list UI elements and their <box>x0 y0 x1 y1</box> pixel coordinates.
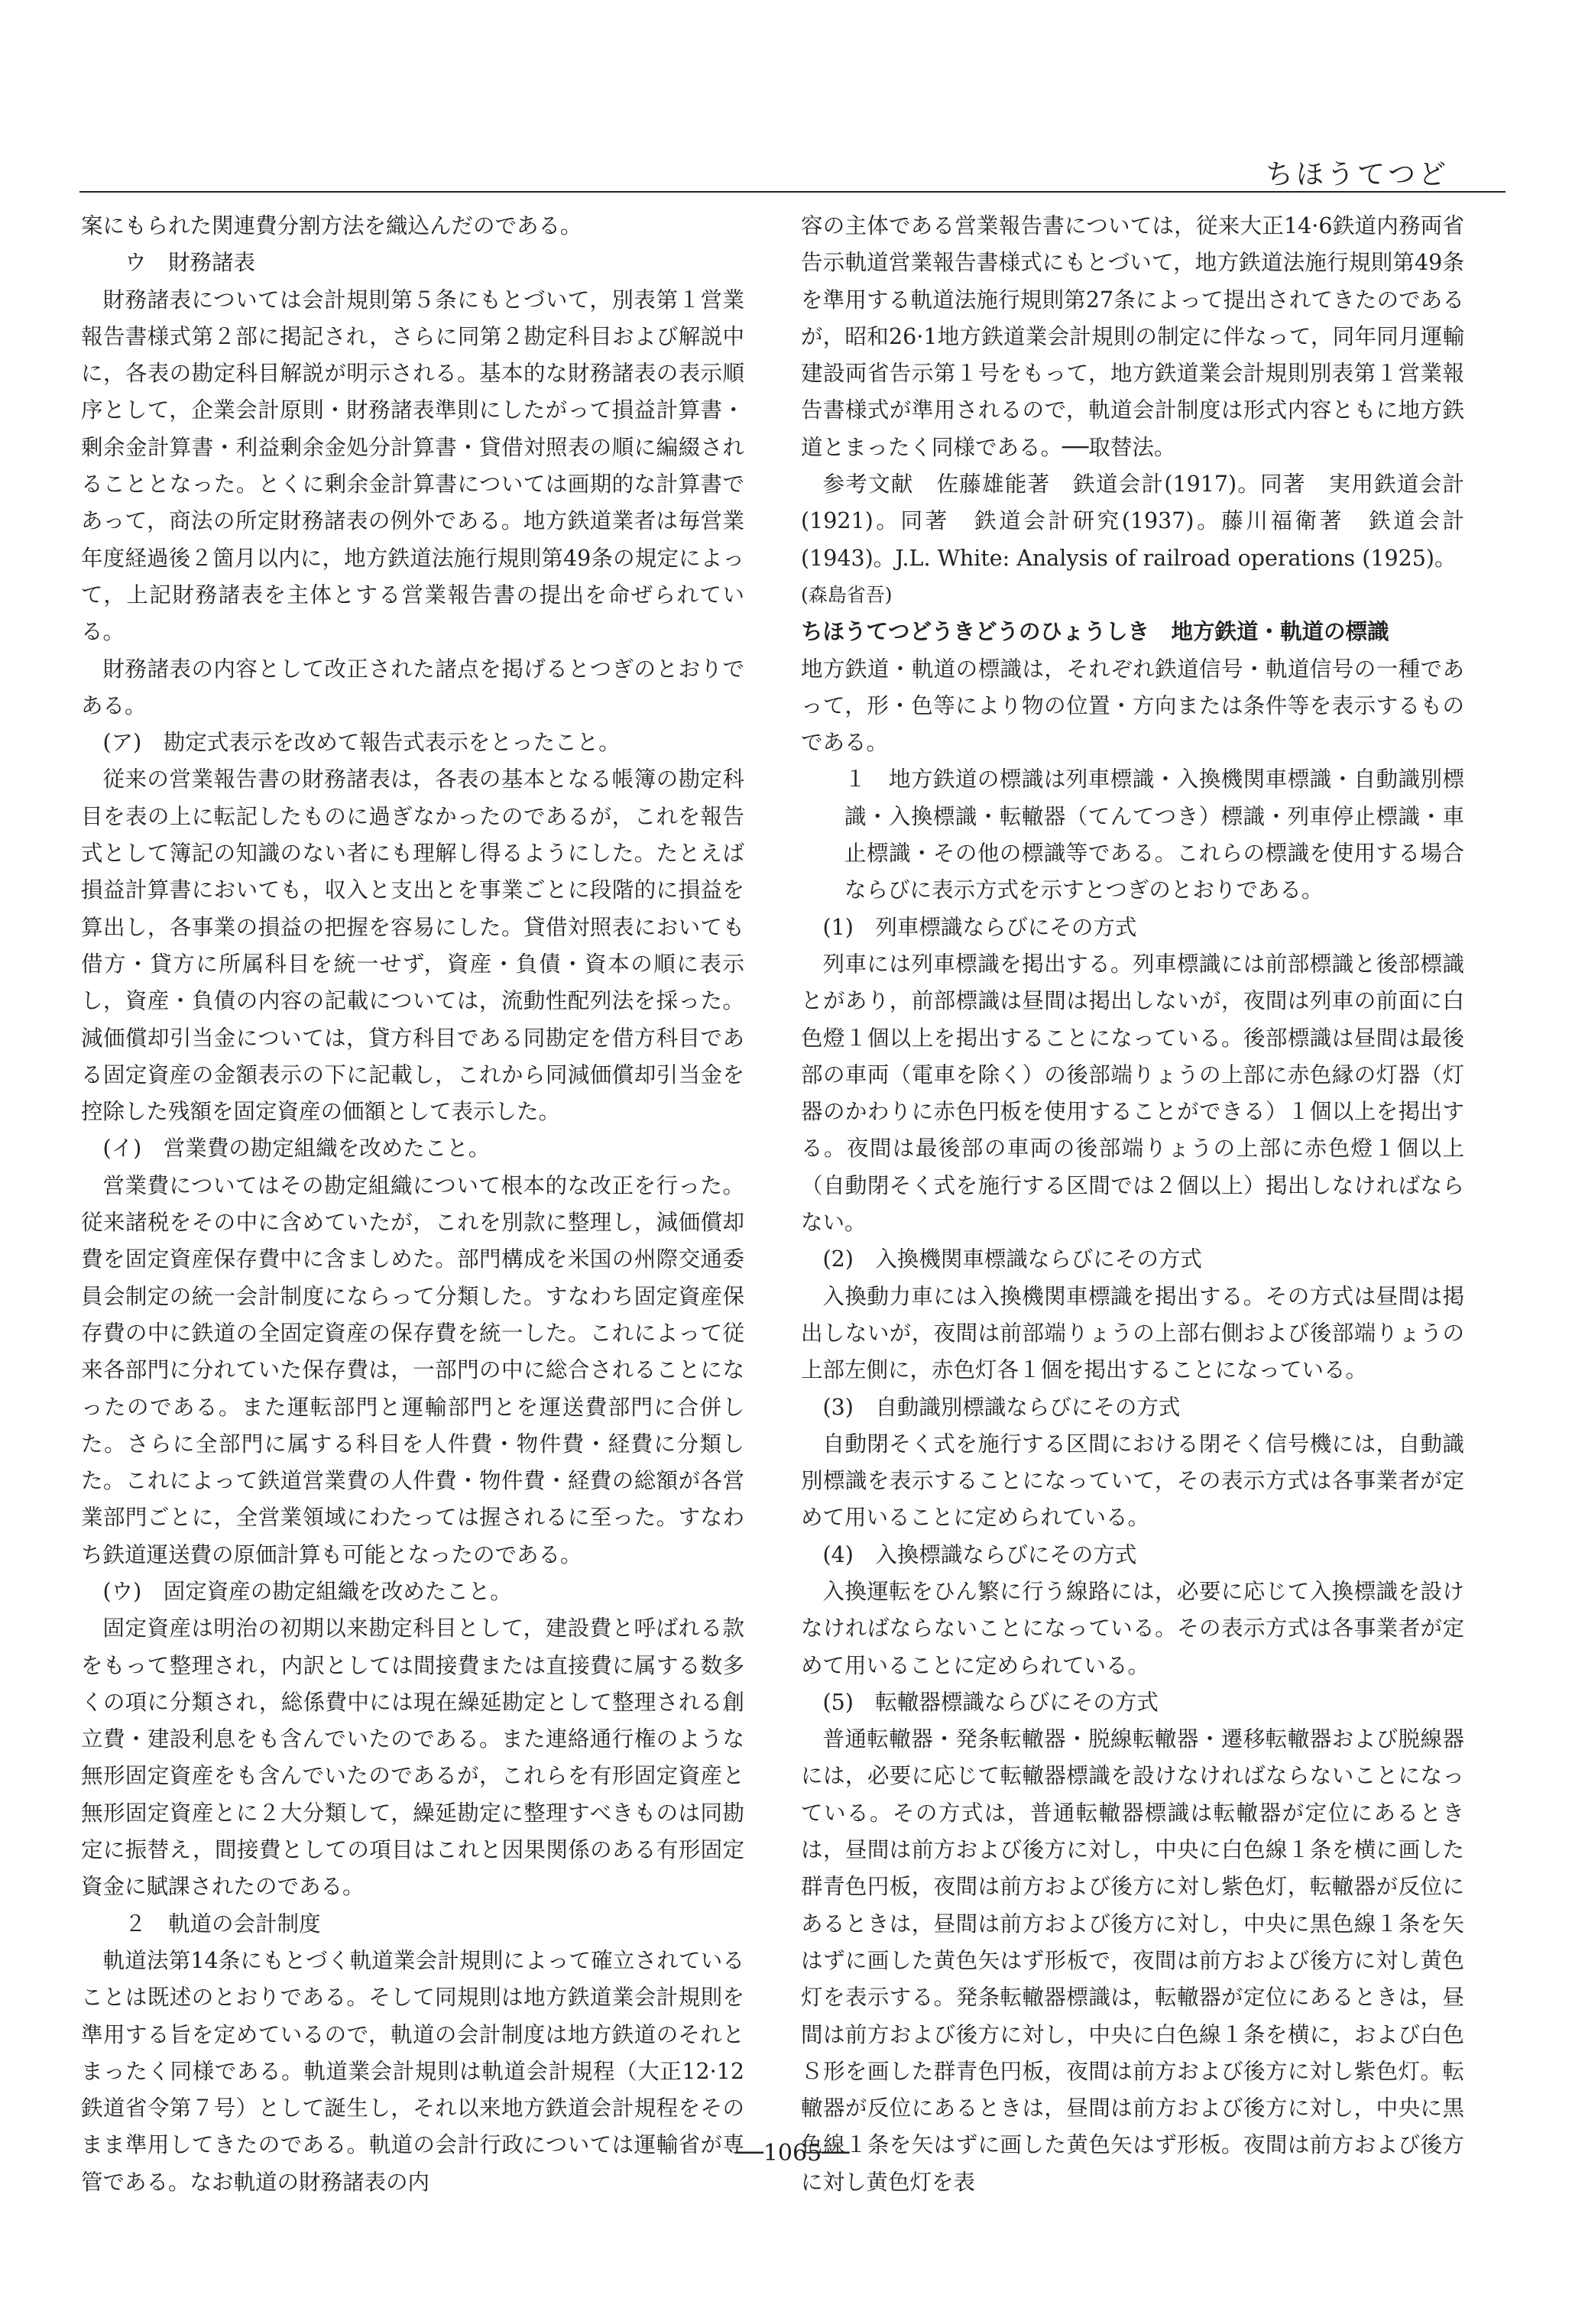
paragraph: 従来の営業報告書の財務諸表は，各表の基本となる帳簿の勘定科目を表の上に転記したものに過ぎなかったのであるが，これを報告式として簿記の知識のない者にも理解し得るようにした。たとえば損益計算書においても，収入と支出とを事業ごとに段階的に損益を算出し，各事業の損益の把握を容易にした。貸借対照表においても借方・貸方に所属科目を統一せず，資産・負債・資本の順に表示し，資産・負債の内容の記載については，流動性配列法を採った。減価償却引当金については，貸方科目である同勘定を借方科目である固定資産の金額表示の下に記載し，これから同減価償却引当金を控除した残額を固定資産の価額として表示した。 <box>81 767 744 1125</box>
paragraph: (ウ) 固定資産の勘定組織を改めたこと。 <box>102 1578 512 1604</box>
paragraph: (5) 転轍器標識ならびにその方式 <box>822 1689 1159 1715</box>
paragraph: (3) 自動識別標識ならびにその方式 <box>822 1394 1181 1420</box>
paragraph: (ア) 勘定式表示を改めて報告式表示をとったこと。 <box>102 730 621 756</box>
paragraph: (1) 列車標識ならびにその方式 <box>822 914 1137 940</box>
page-number: ──1065── <box>735 2140 850 2167</box>
entry-heading: ちほうてつどうきどうのひょうしき 地方鉄道・軌道の標識 <box>801 619 1389 645</box>
paragraph: 案にもられた関連費分割方法を織込んだのである。 <box>81 213 582 238</box>
paragraph: (イ) 営業費の勘定組織を改めたこと。 <box>102 1136 491 1162</box>
paragraph: 入換動力車には入換機関車標識を掲出する。その方式は昼間は掲出しないが，夜間は前部端りょうの上部右側および後部端りょうの上部左側に，赤色灯各１個を掲出することになっている。 <box>801 1283 1464 1383</box>
paragraph: (森島省吾) <box>801 583 893 606</box>
paragraph: 参考文献 佐藤雄能著 鉄道会計(1917)。同著 実用鉄道会計(1921)。同著 鉄道会計研究(1937)。藤川福衛著 鉄道会計(1943)。J.L. White: Analysis of railroad operations (1925)。 <box>801 472 1464 571</box>
header-rule <box>79 191 1506 193</box>
paragraph: 普通転轍器・発条転轍器・脱線転轍器・遷移転轍器および脱線器には，必要に応じて転轍器標識を設けなければならないことになっている。その方式は，普通転轍器標識は転轍器が定位にあるときは，昼間は前方および後方に対し，中央に白色線１条を横に画した群青色円板，夜間は前方および後方に対し紫色灯，転轍器が反位にあるときは，昼間は前方および後方に対し，中央に黒色線１条を矢はずに画した黄色矢はず形板で，夜間は前方および後方に対し黄色灯を表示する。発条転轍器標識は，転轍器が定位にあるときは，昼間は前方および後方に対し，中央に白色線１条を横に，および白色Ｓ形を画した群青色円板，夜間は前方および後方に対し紫色灯。転轍器が反位にあるときは，昼間は前方および後方に対し，中央に黒色線１条を矢はずに画した黄色矢はず形板。夜間は前方および後方に対し黄色灯を表 <box>801 1726 1464 2195</box>
paragraph: 自動閉そく式を施行する区間における閉そく信号機には，自動識別標識を表示することになっていて，その表示方式は各事業者が定めて用いることに定められている。 <box>801 1431 1464 1531</box>
paragraph: １ 地方鉄道の標識は列車標識・入換機関車標識・自動識別標識・入換標識・転轍器（てんてつき）標識・列車停止標識・車止標識・その他の標識等である。これらの標識を使用する場合ならびに表示方式を示すとつぎのとおりである。 <box>844 767 1464 903</box>
paragraph: 列車には列車標識を掲出する。列車標識には前部標識と後部標識とがあり，前部標識は昼間は掲出しないが，夜間は列車の前面に白色燈１個以上を掲出することになっている。後部標識は昼間は最後部の車両（電車を除く）の後部端りょうの上部に赤色縁の灯器（灯器のかわりに赤色円板を使用することができる）１個以上を掲出する。夜間は最後部の車両の後部端りょうの上部に赤色燈１個以上（自動閉そく式を施行する区間では２個以上）掲出しなければならない。 <box>801 951 1464 1236</box>
paragraph: 財務諸表については会計規則第５条にもとづいて，別表第１営業報告書様式第２部に掲記され，さらに同第２勘定科目および解説中に，各表の勘定科目解説が明示される。基本的な財務諸表の表示順序として，企業会計原則・財務諸表準則にしたがって損益計算書・剰余金計算書・利益剰余金処分計算書・貸借対照表の順に編綴されることとなった。とくに剰余金計算書については画期的な計算書であって，商法の所定財務諸表の例外である。地方鉄道業者は毎営業年度経過後２箇月以内に，地方鉄道法施行規則第49条の規定によって，上記財務諸表を主体とする営業報告書の提出を命ぜられている。 <box>81 287 744 645</box>
running-head: ちほうてつど <box>1265 159 1449 190</box>
paragraph: ２ 軌道の会計制度 <box>125 1911 321 1937</box>
left-column <box>81 208 744 2195</box>
paragraph: 軌道法第14条にもとづく軌道業会計規則によって確立されていることは既述のとおりである。そして同規則は地方鉄道業会計規則を準用する旨を定めているので，軌道の会計制度は地方鉄道のそれとまったく同様である。軌道業会計規則は軌道会計規程（大正12·12鉄道省令第７号）として誕生し，それ以来地方鉄道会計規程をそのまま準用してきたのである。軌道の会計行政については運輸省が専管である。なお軌道の財務諸表の内 <box>81 1947 744 2195</box>
paragraph: 入換運転をひん繁に行う線路には，必要に応じて入換標識を設けなければならないことになっている。その表示方式は各事業者が定めて用いることに定められている。 <box>801 1578 1464 1678</box>
paragraph: 地方鉄道・軌道の標識は，それぞれ鉄道信号・軌道信号の一種であって，形・色等により物の位置・方向または条件等を表示するものである。 <box>801 656 1464 756</box>
paragraph: (4) 入換標識ならびにその方式 <box>822 1541 1137 1567</box>
paragraph: 容の主体である営業報告書については，従来大正14·6鉄道内務両省告示軌道営業報告書様式にもとづいて，地方鉄道法施行規則第49条を準用する軌道法施行規則第27条によって提出されてきたのであるが，昭和26·1地方鉄道業会計規則の制定に伴なって，同年同月運輸建設両省告示第１号をもって，地方鉄道業会計規則別表第１営業報告書様式が準用されるので，軌道会計制度は形式内容ともに地方鉄道とまったく同様である。──取替法。 <box>801 213 1464 460</box>
paragraph: 営業費についてはその勘定組織について根本的な改正を行った。従来諸税をその中に含めていたが，これを別款に整理し，減価償却費を固定資産保存費中に含ましめた。部門構成を米国の州際交通委員会制定の統一会計制度にならって分類した。すなわち固定資産保存費の中に鉄道の全固定資産の保存費を統一した。これによって従来各部門に分れていた保存費は，一部門の中に総合されることになったのである。また運転部門と運輸部門とを運送費部門に合併した。さらに全部門に属する科目を人件費・物件費・経費に分類した。これによって鉄道営業費の人件費・物件費・経費の総額が各営業部門ごとに，全営業領域にわたっては握されるに至った。すなわち鉄道運送費の原価計算も可能となったのである。 <box>81 1172 744 1567</box>
paragraph: ウ 財務諸表 <box>125 250 256 276</box>
paragraph: 固定資産は明治の初期以来勘定科目として，建設費と呼ばれる款をもって整理され，内訳としては間接費または直接費に属する数多くの項に分類され，総係費中には現在繰延勘定として整理される創立費・建設利息をも含んでいたのである。また連絡通行権のような無形固定資産をも含んでいたのであるが，これらを有形固定資産と無形固定資産とに２大分類して，繰延勘定に整理すべきものは同勘定に振替え，間接費としての項目はこれと因果関係のある有形固定資金に賦課されたのである。 <box>81 1616 744 1900</box>
right-column <box>801 208 1464 2195</box>
paragraph: (2) 入換機関車標識ならびにその方式 <box>822 1246 1202 1272</box>
paragraph: 財務諸表の内容として改正された諸点を掲げるとつぎのとおりである。 <box>81 656 744 718</box>
